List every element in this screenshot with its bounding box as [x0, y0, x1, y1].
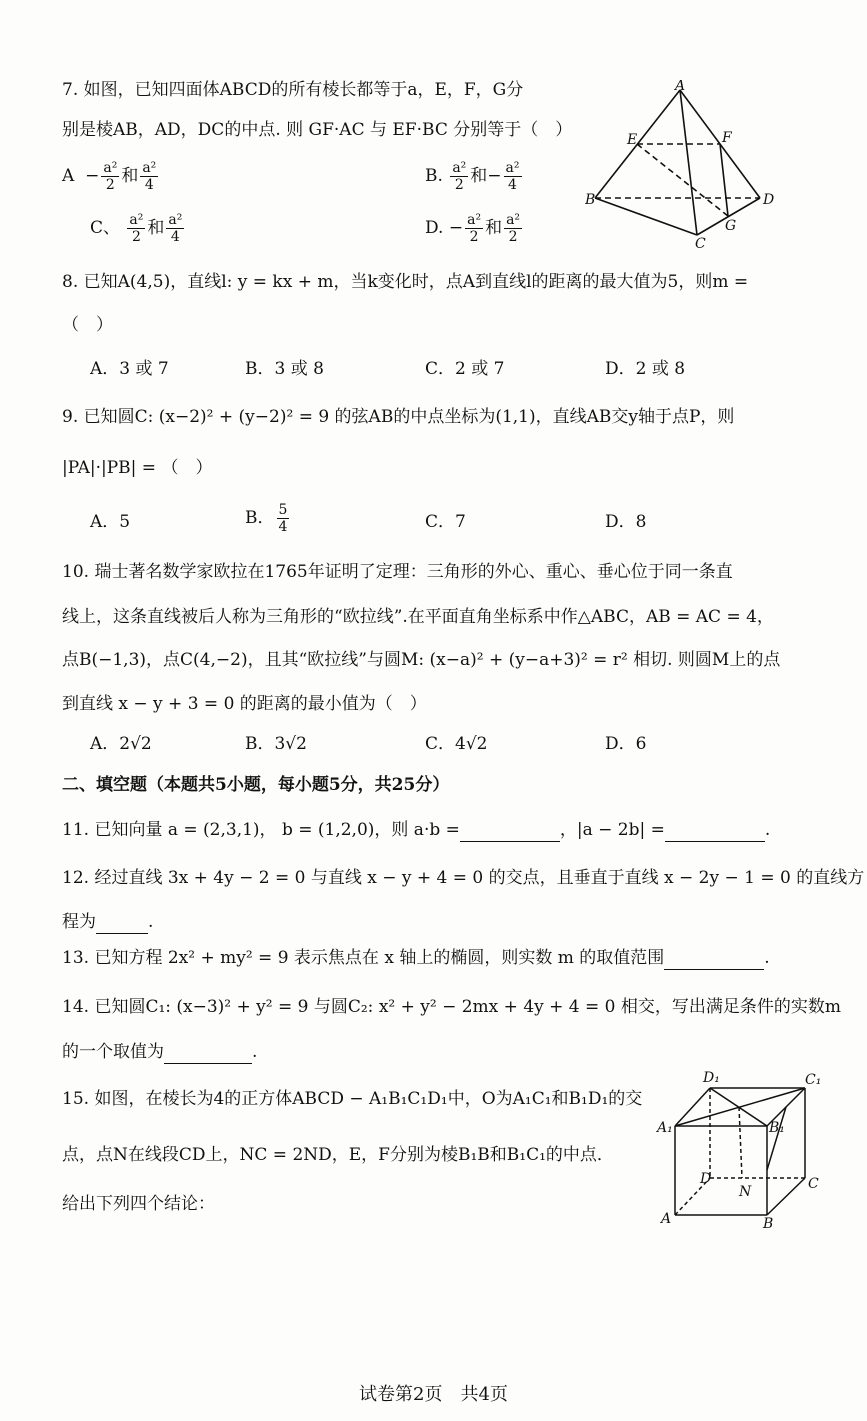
q7-option-a-label: A	[62, 166, 75, 186]
fig-label-e: E	[627, 132, 638, 148]
q12-line2: 程为 .	[62, 912, 154, 932]
q10-option-c: C．4√2	[425, 734, 488, 754]
fig-label-b: B	[585, 192, 596, 208]
q10-line2: 线上，这条直线被后人称为三角形的“欧拉线”.在平面直角坐标系中作△ABC，AB = AC = 4，	[62, 607, 774, 627]
q15-line2: 点，点N在线段CD上，NC = 2ND，E，F分别为棱B₁B和B₁C₁的中点．	[62, 1145, 614, 1165]
q9-line1: 9. 已知圆C: (x−2)² + (y−2)² = 9 的弦AB的中点坐标为(1,1)，直线AB交y轴于点P，则	[62, 407, 735, 427]
q14-line2: 的一个取值为 .	[62, 1042, 258, 1062]
q11-blank-1[interactable]	[460, 823, 560, 842]
q7-option-b-label: B.	[425, 166, 443, 186]
q13-line: 13. 已知方程 2x² + my² = 9 表示焦点在 x 轴上的椭圆，则实数 m 的取值范围 .	[62, 948, 770, 968]
q8-option-a: A．3 或 7	[90, 359, 169, 379]
q7-option-b: B. $\frac{\text{a²}}{2}$ 和− $\frac{\text{a²}}{4}$	[425, 160, 520, 193]
diag-b1d1	[710, 1088, 767, 1126]
q10-option-a: A．2√2	[90, 734, 152, 754]
cube-label-c: C	[808, 1176, 819, 1192]
q10-option-d: D．6	[605, 734, 647, 754]
page-footer: 试卷第2页 共4页	[359, 1384, 508, 1405]
q10-line3: 点B(−1,3)，点C(4,−2)，且其“欧拉线”与圆M: (x−a)² + (y−a+3)² = r² 相切. 则圆M上的点	[62, 650, 781, 670]
cube-label-n: N	[739, 1184, 752, 1200]
tetrahedron-figure	[585, 80, 775, 250]
cube-label-b: B	[763, 1216, 774, 1232]
edge-ac	[680, 90, 697, 235]
q9-line2: |PA|·|PB| = （ ）	[62, 458, 213, 478]
fig-label-d: D	[763, 192, 775, 208]
cube-label-d: D	[700, 1171, 712, 1187]
fig-label-a: A	[675, 80, 686, 94]
q7-option-d: D. − $\frac{\text{a²}}{2}$ 和 $\frac{\text{a²}}{2}$	[425, 212, 521, 245]
q14-blank[interactable]	[164, 1045, 252, 1064]
q8-line1: 8. 已知A(4,5)，直线l: y = kx + m，当k变化时，点A到直线l的距离的最大值为5，则m =	[62, 272, 749, 292]
cube-label-b1: B₁	[769, 1120, 785, 1136]
q7-option-a: A − $\frac{\text{a²}}{2}$ 和 $\frac{\text{a²}}{4}$	[62, 160, 157, 193]
q8-option-b: B．3 或 8	[245, 359, 324, 379]
edge-bc-cube	[767, 1178, 805, 1215]
segment-on	[739, 1107, 742, 1178]
cube-label-a: A	[661, 1211, 672, 1227]
edge-bc	[595, 198, 697, 235]
q8-option-d: D．2 或 8	[605, 359, 686, 379]
section-2-heading: 二、填空题（本题共5小题，每小题5分，共25分）	[62, 775, 450, 795]
q11-blank-2[interactable]	[665, 823, 765, 842]
q7-option-c-label: C、	[90, 218, 121, 238]
q8-line2: （ ）	[62, 315, 113, 335]
q9-option-b: B． $\frac{5}{4}$	[245, 502, 288, 535]
q15-line3: 给出下列四个结论：	[62, 1194, 215, 1214]
q10-line1: 10. 瑞士著名数学家欧拉在1765年证明了定理：三角形的外心、重心、垂心位于同一条直	[62, 562, 733, 582]
fig-label-g: G	[725, 218, 737, 234]
q9-option-c: C．7	[425, 512, 466, 532]
q13-blank[interactable]	[664, 951, 764, 970]
edge-fg	[720, 144, 728, 216]
q12-blank[interactable]	[96, 915, 148, 934]
cube-label-d1: D₁	[703, 1070, 720, 1086]
q10-option-b: B．3√2	[245, 734, 307, 754]
q9-option-d: D．8	[605, 512, 647, 532]
q7-option-d-label: D.	[425, 218, 444, 238]
cube-label-a1: A₁	[657, 1120, 673, 1136]
q9-option-a: A．5	[90, 512, 131, 532]
q11-line: 11. 已知向量 a = (2,3,1)， b = (1,2,0)，则 a·b = ，|a − 2b| = .	[62, 820, 771, 840]
q7-line1: 7. 如图，已知四面体ABCD的所有棱长都等于a，E，F，G分	[62, 80, 524, 100]
fig-label-f: F	[722, 130, 732, 146]
q7-line2: 别是棱AB，AD，DC的中点. 则 GF·AC 与 EF·BC 分别等于（ ）	[62, 120, 573, 140]
cube-label-c1: C₁	[805, 1072, 822, 1088]
q10-line4: 到直线 x − y + 3 = 0 的距离的最小值为（ ）	[62, 694, 427, 714]
q15-line1: 15. 如图，在棱长为4的正方体ABCD − A₁B₁C₁D₁中，O为A₁C₁和B₁D₁的交	[62, 1089, 643, 1109]
q8-option-c: C．2 或 7	[425, 359, 505, 379]
q12-line1: 12. 经过直线 3x + 4y − 2 = 0 与直线 x − y + 4 = 0 的交点，且垂直于直线 x − 2y − 1 = 0 的直线方	[62, 868, 865, 888]
edge-eg	[637, 144, 728, 216]
cube-figure	[655, 1070, 830, 1232]
fig-label-c: C	[695, 236, 706, 250]
q7-option-c: C、 $\frac{\text{a²}}{2}$ 和 $\frac{\text{a²}}{4}$	[90, 212, 183, 245]
q14-line1: 14. 已知圆C₁: (x−3)² + y² = 9 与圆C₂: x² + y² − 2mx + 4y + 4 = 0 相交，写出满足条件的实数m	[62, 997, 841, 1017]
